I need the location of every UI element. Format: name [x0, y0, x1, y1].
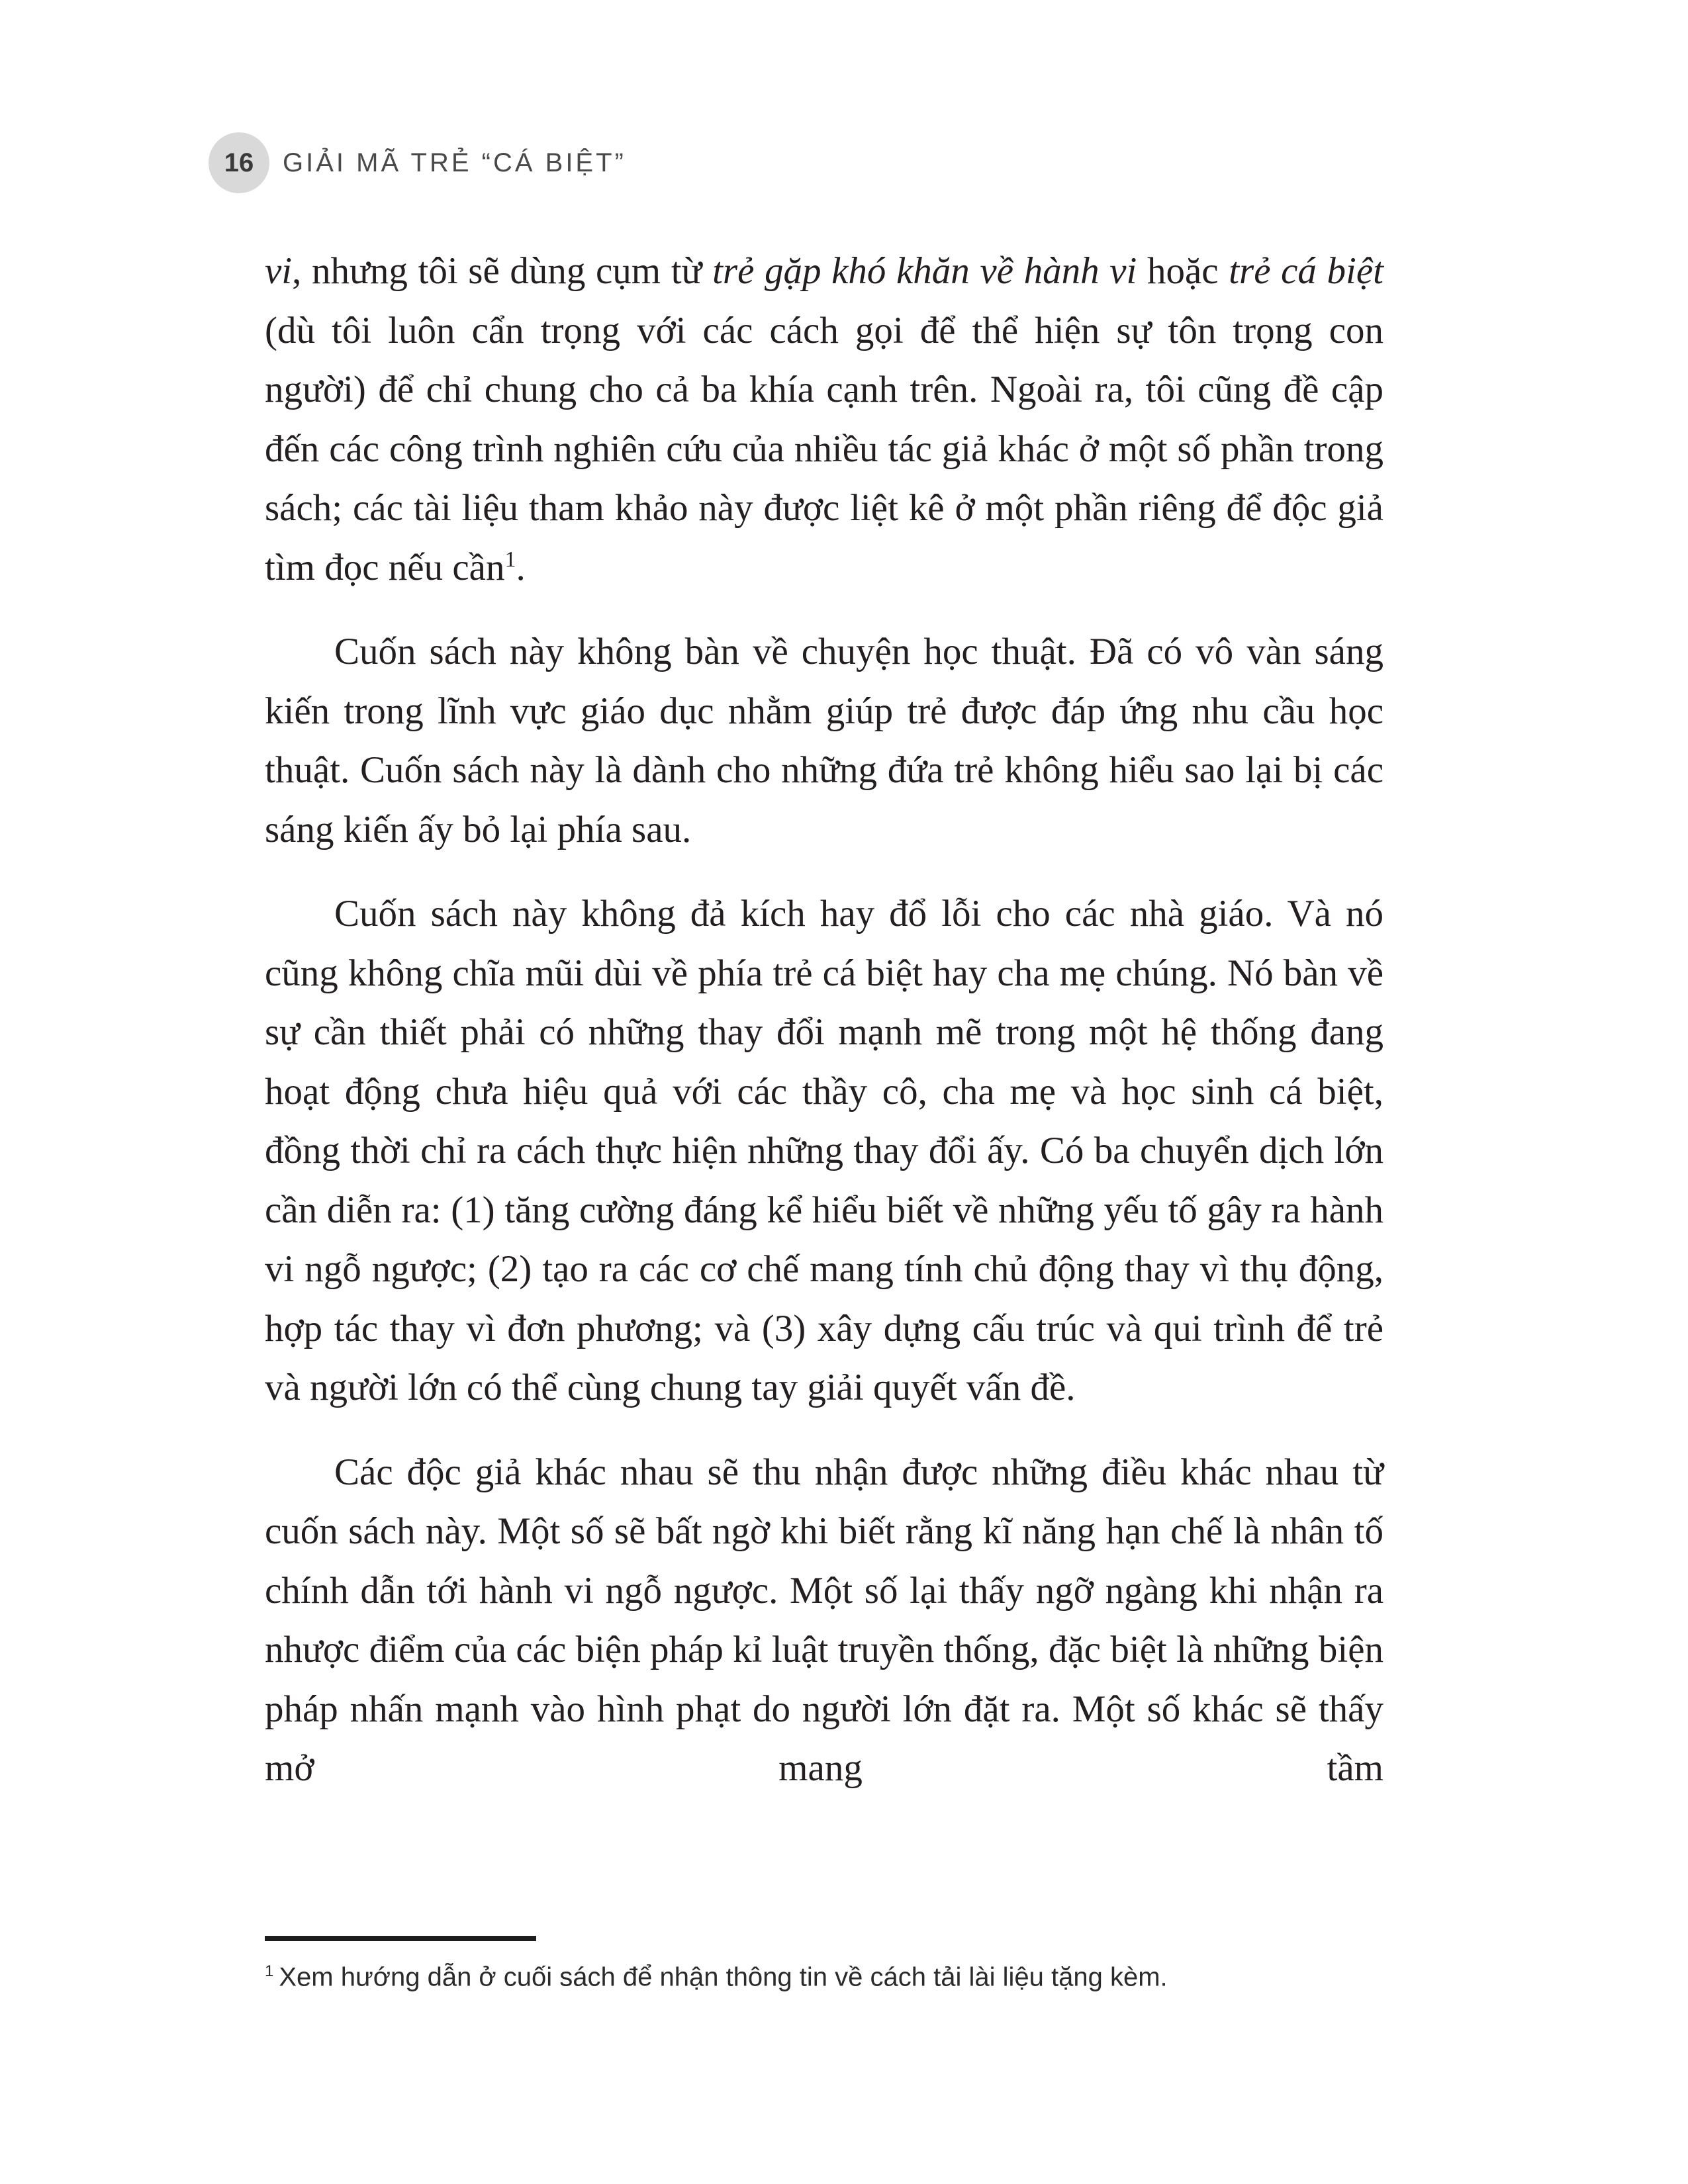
- footnote-text: Xem hướng dẫn ở cuối sách để nhận thông tin về cách tải lài liệu tặng kèm.: [279, 1962, 1168, 1992]
- text-run: (dù tôi luôn cẩn trọng với các cách gọi để thể hiện sự tôn trọng con người) để chỉ chung cho cả ba khía cạnh trên. Ngoài ra, tôi cũng đề cập đến các công trình nghiên cứu của nhiều tác giả khác ở một số phần trong sách; các tài liệu tham khảo này được liệt kê ở một phần riêng để độc giả tìm đọc nếu cần: [265, 309, 1383, 588]
- italic-term: trẻ gặp khó khăn về hành vi: [712, 250, 1137, 292]
- italic-term: vi: [265, 250, 293, 292]
- page-number-badge: [209, 132, 269, 193]
- text-run: hoặc: [1137, 250, 1229, 292]
- running-title: GIẢI MÃ TRẺ “CÁ BIỆT”: [283, 148, 626, 177]
- text-run: , nhưng tôi sẽ dùng cụm từ: [292, 250, 713, 292]
- running-header: [209, 132, 626, 193]
- footnote-divider: [265, 1936, 536, 1941]
- footnote-marker: 1: [265, 1962, 274, 1980]
- italic-term: trẻ cá biệt: [1229, 250, 1383, 292]
- paragraph-4: Các độc giả khác nhau sẽ thu nhận được những điều khác nhau từ cuốn sách này. Một số sẽ bất ngờ khi biết rằng kĩ năng hạn chế là nhân tố chính dẫn tới hành vi ngỗ ngược. Một số lại thấy ngỡ ngàng khi nhận ra nhược điểm của các biện pháp kỉ luật truyền thống, đặc biệt là những biện pháp nhấn mạnh vào hình phạt do người lớn đặt ra. Một số khác sẽ thấy mở mang tầm: [265, 1451, 1383, 1789]
- body-text: [265, 242, 1383, 1798]
- footnote: [265, 1962, 1523, 1992]
- page-number: 16: [224, 148, 254, 177]
- footnote-reference: 1: [504, 547, 516, 572]
- paragraph-1: [265, 242, 1383, 597]
- paragraph-2: Cuốn sách này không bàn về chuyện học thuật. Đã có vô vàn sáng kiến trong lĩnh vực giáo dục nhằm giúp trẻ được đáp ứng nhu cầu học thuật. Cuốn sách này là dành cho những đứa trẻ không hiểu sao lại bị các sáng kiến ấy bỏ lại phía sau.: [265, 631, 1383, 850]
- paragraph-3: Cuốn sách này không đả kích hay đổ lỗi cho các nhà giáo. Và nó cũng không chĩa mũi dùi về phía trẻ cá biệt hay cha mẹ chúng. Nó bàn về sự cần thiết phải có những thay đổi mạnh mẽ trong một hệ thống đang hoạt động chưa hiệu quả với các thầy cô, cha mẹ và học sinh cá biệt, đồng thời chỉ ra cách thực hiện những thay đổi ấy. Có ba chuyển dịch lớn cần diễn ra: (1) tăng cường đáng kể hiểu biết về những yếu tố gây ra hành vi ngỗ ngược; (2) tạo ra các cơ chế mang tính chủ động thay vì thụ động, hợp tác thay vì đơn phương; và (3) xây dựng cấu trúc và qui trình để trẻ và người lớn có thể cùng chung tay giải quyết vấn đề.: [265, 893, 1383, 1408]
- text-run: .: [516, 546, 526, 588]
